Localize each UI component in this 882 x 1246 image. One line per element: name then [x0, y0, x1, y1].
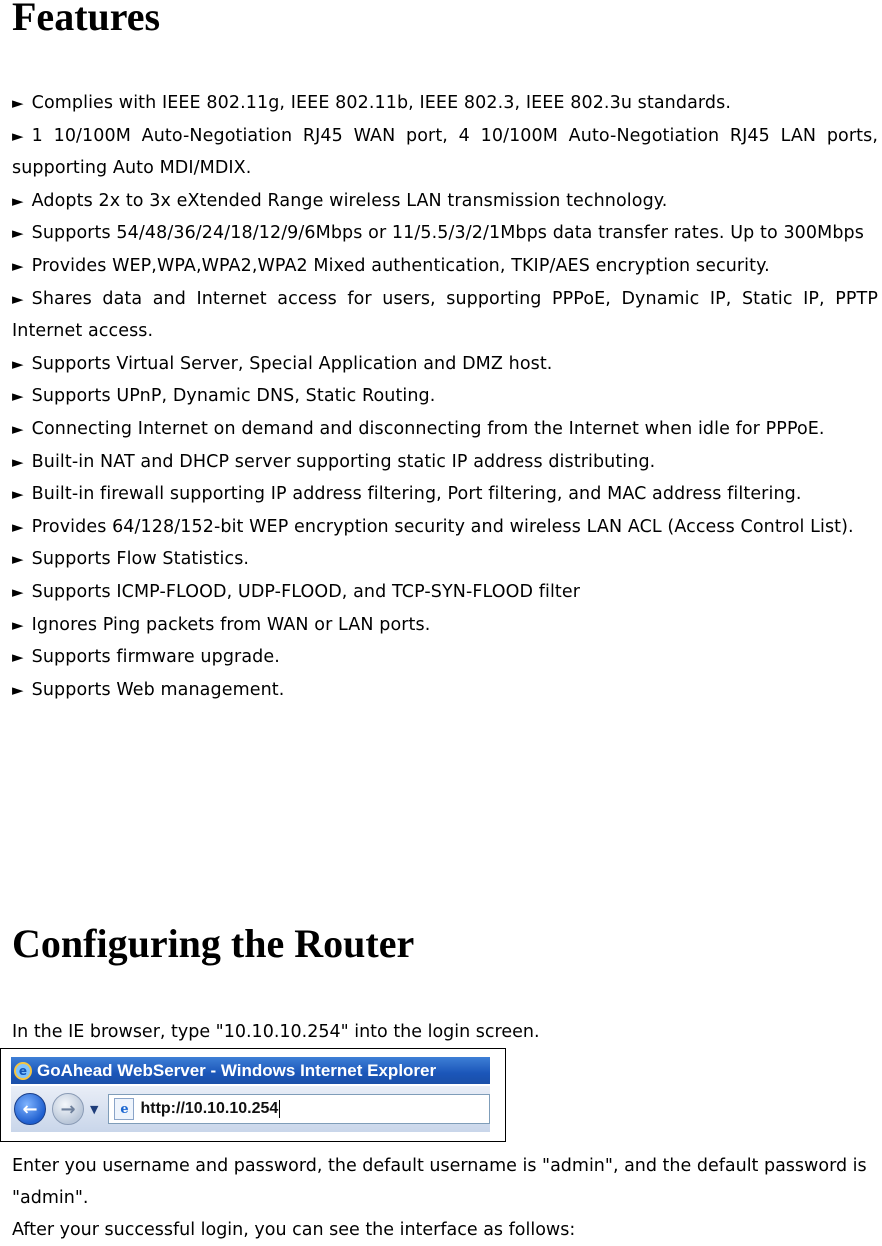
page-ie-icon: e — [114, 1098, 134, 1120]
bullet-arrow-icon: ► — [12, 485, 24, 504]
feature-item — [12, 87, 878, 120]
browser-nav-bar — [11, 1086, 490, 1132]
feature-text: Shares data and Internet access for users, supporting PPPoE, Dynamic IP, Static IP, PPTP Internet access. — [12, 288, 878, 342]
bullet-arrow-icon: ► — [12, 517, 24, 536]
credentials-text: Enter you username and password, the default username is "admin", and the default password is "admin". — [12, 1156, 867, 1208]
feature-text: Supports UPnP, Dynamic DNS, Static Routing. — [31, 386, 436, 407]
feature-item — [12, 674, 878, 707]
feature-item — [12, 478, 878, 511]
feature-item — [12, 543, 878, 576]
bullet-arrow-icon: ► — [12, 224, 24, 243]
feature-item — [12, 283, 878, 348]
feature-item — [12, 217, 878, 250]
bullet-arrow-icon: ► — [12, 680, 24, 699]
bullet-arrow-icon: ► — [12, 648, 24, 667]
feature-text: Provides WEP,WPA,WPA2,WPA2 Mixed authentication, TKIP/AES encryption security. — [31, 255, 770, 276]
feature-text: Supports Flow Statistics. — [31, 549, 250, 570]
bullet-arrow-icon: ► — [12, 387, 24, 406]
feature-item — [12, 413, 878, 446]
bullet-arrow-icon: ► — [12, 191, 24, 210]
history-dropdown-icon[interactable]: ▼ — [90, 1102, 99, 1116]
browser-title-bar — [11, 1057, 490, 1084]
feature-item — [12, 250, 878, 283]
feature-text: Supports Web management. — [31, 679, 285, 700]
forward-arrow-icon[interactable]: → — [52, 1093, 84, 1125]
feature-text: Connecting Internet on demand and disconnecting from the Internet when idle for PPPoE. — [31, 418, 825, 439]
browser-window-title: GoAhead WebServer - Windows Internet Explorer — [37, 1060, 437, 1080]
back-arrow-icon[interactable]: ← — [14, 1093, 46, 1125]
bullet-arrow-icon: ► — [12, 94, 24, 112]
login-instruction: In the IE browser, type "10.10.10.254" into the login screen. — [12, 1022, 540, 1042]
bullet-arrow-icon: ► — [12, 550, 24, 569]
feature-text: 1 10/100M Auto-Negotiation RJ45 WAN port, 4 10/100M Auto-Negotiation RJ45 LAN ports, supporting Auto MDI/MDIX. — [12, 125, 878, 179]
bullet-arrow-icon: ► — [12, 452, 24, 471]
feature-item — [12, 609, 878, 642]
address-url[interactable]: http://10.10.10.254 — [140, 1100, 279, 1117]
features-heading: Features — [12, 0, 161, 39]
feature-item — [12, 511, 878, 544]
feature-text: Built-in firewall supporting IP address filtering, Port filtering, and MAC address filtering. — [31, 484, 802, 505]
feature-text: Provides 64/128/152-bit WEP encryption security and wireless LAN ACL (Access Control List). — [31, 516, 854, 537]
feature-item — [12, 380, 878, 413]
feature-text: Built-in NAT and DHCP server supporting static IP address distributing. — [31, 451, 656, 472]
internet-explorer-icon: e — [14, 1062, 32, 1080]
bullet-arrow-icon: ► — [12, 582, 24, 601]
bullet-arrow-icon: ► — [12, 256, 24, 275]
feature-item — [12, 348, 878, 381]
browser-screenshot — [0, 1048, 506, 1142]
bullet-arrow-icon: ► — [12, 354, 24, 373]
features-list — [12, 87, 878, 706]
bullet-arrow-icon: ► — [12, 126, 24, 145]
text-caret — [279, 1100, 280, 1118]
feature-item — [12, 576, 878, 609]
feature-item — [12, 641, 878, 674]
feature-text: Supports ICMP-FLOOD, UDP-FLOOD, and TCP-SYN-FLOOD filter — [31, 581, 581, 602]
configuring-heading: Configuring the Router — [12, 921, 415, 966]
feature-text: Ignores Ping packets from WAN or LAN ports. — [31, 614, 431, 635]
bullet-arrow-icon: ► — [12, 289, 24, 308]
address-bar[interactable] — [108, 1094, 490, 1124]
feature-text: Complies with IEEE 802.11g, IEEE 802.11b, IEEE 802.3, IEEE 802.3u standards. — [31, 93, 731, 113]
feature-item — [12, 185, 878, 218]
feature-text: Adopts 2x to 3x eXtended Range wireless LAN transmission technology. — [31, 190, 668, 211]
feature-item — [12, 120, 878, 185]
feature-item — [12, 446, 878, 479]
bullet-arrow-icon: ► — [12, 419, 24, 438]
feature-text: Supports Virtual Server, Special Application and DMZ host. — [31, 353, 553, 374]
bullet-arrow-icon: ► — [12, 615, 24, 634]
after-login-text: After your successful login, you can see the interface as follows: — [12, 1220, 576, 1240]
feature-text: Supports 54/48/36/24/18/12/9/6Mbps or 11/5.5/3/2/1Mbps data transfer rates. Up to 300Mbps — [31, 223, 864, 244]
feature-text: Supports firmware upgrade. — [31, 647, 280, 668]
